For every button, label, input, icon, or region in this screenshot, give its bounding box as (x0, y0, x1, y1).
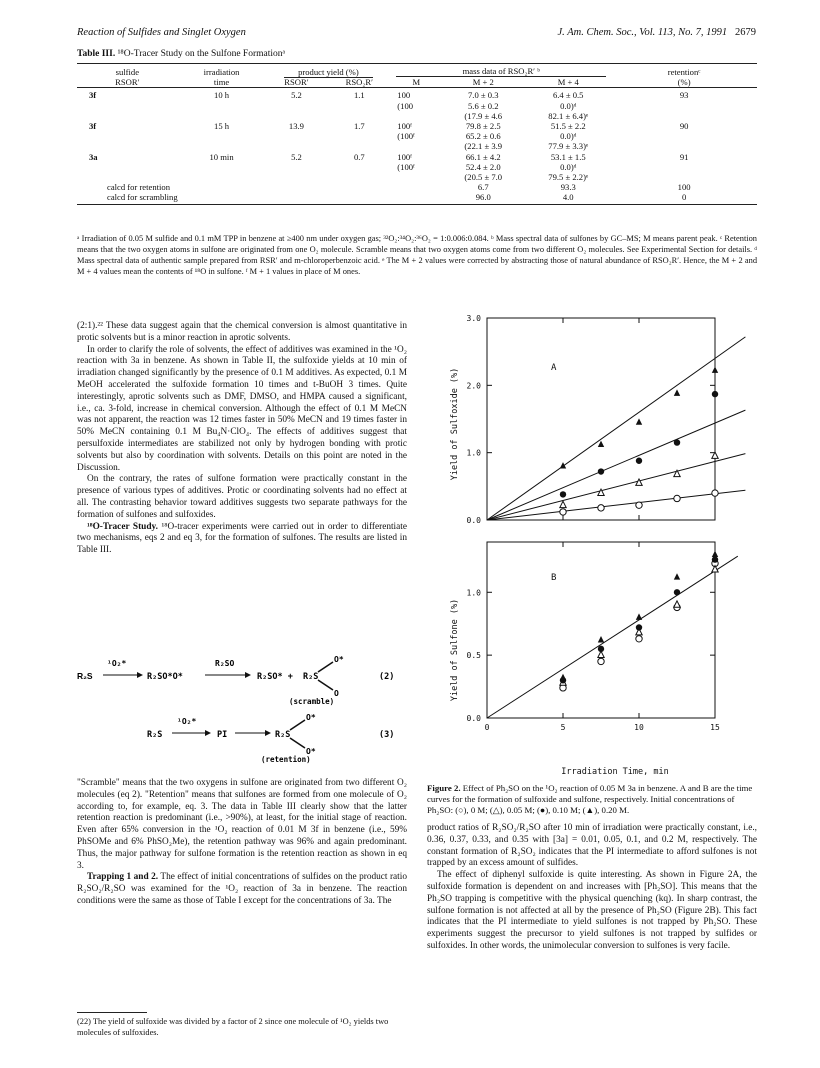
paragraph: product ratios of R₂SO₂/R₂SO after 10 min of irradiation were practically constant, i.e., 0.36, 0.37, 0.33, and 0.35 with [3a] = 0.01, 0.05, 0.1, and 0.2 M, respectively. The constant formation of R₂SO₂ indicates that the PI intermediate to afford sulfones is not trapped by an excess amount of sulfides. (427, 823, 757, 869)
eq2-product-2: R₂S (303, 672, 319, 682)
eq2-mode-label: (scramble) (289, 697, 335, 706)
table-cell: 3a (89, 151, 98, 162)
running-header-right (557, 27, 756, 38)
eq2-arrowhead-1 (137, 672, 143, 678)
table-cell (266, 172, 328, 182)
table-row (77, 121, 757, 131)
table-cell: 5.2 (291, 90, 302, 101)
equation-3 (77, 708, 407, 764)
fit-line (487, 490, 745, 520)
paragraph: (2:1).²² These data suggest again that the chemical conversion is almost quantitative in protic solvents but is a minor reaction in aprotic solvents. (77, 321, 407, 343)
table-cell: (100ᶠ (397, 161, 415, 172)
table-cell: 1.7 (353, 121, 365, 132)
table-cell (611, 131, 757, 141)
figure-caption: Figure 2. Effect of Ph₂SO on the ¹O₂ reaction of 0.05 M 3a in benzene. A and B are the time curves for the formation of sulfoxide and sulfone, respectively. Initial concentrations of Ph₂SO: (○), 0 M; (△), 0.05 M; (●), 0.10 M; (▲), 0.20 M. (427, 783, 753, 815)
table-cell (77, 162, 178, 172)
table-row (77, 152, 757, 162)
table-cell: 13.9 (288, 121, 304, 132)
table-cell (391, 141, 441, 151)
table-cell: 15 h (214, 121, 230, 132)
section-heading: Trapping 1 and 2. (87, 872, 159, 883)
table-cell: 10 h (214, 90, 230, 101)
table-row (77, 192, 757, 202)
table-row (77, 172, 757, 182)
table-cell (266, 182, 328, 192)
header-percent: (%) (677, 77, 691, 88)
table-cell: 7.0 ± 0.3 (468, 90, 499, 101)
table-cell (611, 172, 757, 182)
marker-circle-filled (674, 589, 680, 595)
eq3-reactant: R₂S (147, 730, 163, 740)
paragraph: "Scramble" means that the two oxygens in sulfone are originated from two different O₂ molecules (eq 2). "Retention" means that sulfones are formed from one molecule of O₂ according to, for example, eq. 3. The data in Table III clearly show that the latter retention reaction is predominant (i.e., >90%), at least, for the initial stage of reaction. Even after 65% conversion in the ¹O₂ reaction of 0.01 M 3f in benzene (i.e., 59% PhSOMe and 6% PhSO₂Me), the retention pathway was 96% and again predominant. Thus, the major pathway for sulfone formation is the retention reaction as shown in eq 3. (77, 778, 407, 871)
eq3-mode-label: (retention) (261, 755, 311, 764)
table-footnote: ᵃ Irradiation of 0.05 M sulfide and 0.1 mM TPP in benzene at ≥400 nm under oxygen gas; ³²O₂:³⁴O₂:³⁶O₂ = 1:0.006:0.084. ᵇ Mass spectral data of sulfones by GC–MS; M means parent peak. ᶜ Retention means that the two oxygen atoms in sulfone are originated from one O₂ molecule. Scramble means that two oxygen atoms come from two different O₂ molecules. See Experimental Section for details. ᵈ Mass spectral data of authentic sample prepared from RSR′ and m-chloroperbenzoic acid. ᵉ The M + 2 values were corrected by abstracting those of natural abundance of RSO₂R′. Hence, the M + 2 and M + 4 values mean the contents of ¹⁸O in sulfone. ᶠ M + 1 values in place of M ones. (77, 234, 757, 276)
table-cell: (100 (397, 100, 414, 111)
table-cell (178, 192, 266, 202)
table-cell (391, 172, 441, 182)
table-cell (178, 182, 266, 192)
fit-line (487, 556, 738, 718)
marker-circle-filled (712, 391, 718, 397)
y-axis-label-a: Yield of Sulfoxide (%) (450, 367, 460, 481)
marker-circle-open (636, 636, 642, 642)
fit-line (487, 454, 745, 520)
table-cell (611, 141, 757, 151)
panel-b (467, 542, 738, 732)
marker-triangle-filled (598, 636, 604, 642)
table-cell: 93 (679, 90, 689, 101)
table-cell: 10 min (209, 151, 234, 162)
table-cell (327, 182, 391, 192)
marker-triangle-open (712, 566, 718, 572)
eq2-number: (2) (379, 672, 395, 682)
table-cell (327, 192, 391, 202)
table-label: Table III. (77, 49, 116, 59)
table-cell (391, 192, 441, 202)
paragraph: The effect of diphenyl sulfoxide is quite interesting. As shown in Figure 2A, the sulfoxide formation is dependent on and increases with [Ph₂SO]. This means that the Ph₂SO trapping is competitive with the physical quenching (kq). In sharp contrast, the sulfone formation is not affected at all by the presence of Ph₂SO (Figure 2B). This fact indicates that the PI intermediate to yield sulfones is not trapped by Ph₂SO. These experiments suggest the precursor to yield sulfones is not trapped by sulfides or sulfoxides. In other words, the unimolecular conversion to sulfones is very facile. (427, 870, 757, 951)
table-cell: 0.0)ᵈ (560, 100, 577, 111)
table-cell (77, 101, 178, 111)
table-row (77, 101, 757, 111)
marker-circle-filled (636, 624, 642, 630)
fit-line (487, 337, 745, 520)
table-cell: (22.1 ± 3.9 (464, 141, 503, 152)
marker-triangle-filled (712, 551, 718, 557)
table-cell: calcd for scrambling (107, 192, 178, 203)
table-cell (77, 141, 178, 151)
marker-circle-filled (674, 439, 680, 445)
series-triangle-filled (560, 551, 718, 681)
table-cell: 96.0 (475, 192, 491, 203)
table-cell (327, 172, 391, 182)
left-column-bottom (77, 778, 407, 908)
table-cell: calcd for retention (107, 182, 170, 193)
table-cell: 100ᶠ (397, 121, 412, 132)
table-row (77, 90, 757, 100)
table-cell (391, 182, 441, 192)
eq3-oxygen-star-2: O* (306, 747, 316, 756)
x-tick-label: 5 (560, 723, 566, 732)
table-cell: 4.0 (562, 192, 574, 203)
x-tick-label: 15 (710, 723, 720, 732)
table-cell: 100 (677, 182, 691, 193)
eq3-singlet-oxygen: ¹O₂* (177, 717, 197, 726)
eq2-reactant: R₂S (77, 671, 93, 681)
figure-2 (427, 310, 757, 780)
y-tick-label: 0.0 (466, 714, 481, 723)
eq2-singlet-oxygen: ¹O₂* (107, 659, 127, 668)
table-cell (178, 131, 266, 141)
page-number: 2679 (735, 27, 756, 38)
marker-triangle-open (560, 501, 566, 507)
y-tick-label: 0.5 (466, 651, 481, 661)
header-product-yield: product yield (%) (266, 64, 392, 78)
eq2-oxygen-star: O* (334, 655, 344, 664)
table-cell: 90 (679, 121, 689, 132)
table-cell: 82.1 ± 6.4)ᵉ (548, 110, 589, 121)
table-cell: 3f (89, 121, 97, 132)
table-cell (266, 162, 328, 172)
paragraph: Trapping 1 and 2. The effect of initial concentrations of sulfides on the product ratio R₂SO₂/R₂SO was examined for the ¹O₂ reaction of 3a in benzene. The reaction conditions were the same as those of Table I except for the concentrations of 3a. The (77, 872, 407, 906)
panel-label-b: B (551, 573, 557, 583)
eq2-product-1: R₂SO* + (257, 672, 293, 682)
paragraph: On the contrary, the rates of sulfone formation were practically constant in the presence of various types of additives. Protic or coordinating solvents had no effect at all. The contrasting behavior toward additives suggests two separate pathways for the formation of sulfones and sulfoxides. (77, 474, 407, 520)
paragraph: ¹⁸O-Tracer Study. ¹⁸O-tracer experiments were carried out in order to differentiate two mechanisms, eqs 2 and eq 3, for the formation of sulfones. The results are listed in Table III. (77, 521, 407, 556)
table-cell (327, 101, 391, 111)
table-cell: 77.9 ± 3.3)ᵉ (548, 141, 589, 152)
table-row (77, 111, 757, 121)
footnote-rule (77, 1012, 147, 1013)
marker-triangle-filled (712, 367, 718, 373)
table-cell: 51.5 ± 2.2 (550, 121, 586, 132)
marker-circle-open (598, 658, 604, 664)
marker-circle-filled (712, 556, 718, 562)
header-irradiation: irradiation (203, 66, 240, 77)
fit-lines (487, 337, 745, 520)
equation-2 (77, 650, 407, 706)
header-m4: M + 4 (557, 77, 579, 88)
y-tick-label: 0.0 (466, 516, 481, 525)
panel-label-a: A (551, 363, 557, 373)
marker-triangle-filled (636, 418, 642, 424)
table-cell (266, 131, 328, 141)
marker-circle-open (598, 505, 604, 511)
table-cell: 3f (89, 90, 97, 101)
fit-lines (487, 556, 738, 718)
eq2-sulfoxide-label: R₂SO (215, 659, 235, 668)
header-sulfide: sulfide (115, 66, 140, 77)
eq3-product: R₂S (275, 730, 291, 740)
table-cell (611, 162, 757, 172)
x-tick-label: 0 (484, 723, 490, 732)
table-cell: 0.0)ᵈ (560, 131, 577, 142)
eq2-oxygen: O (334, 689, 339, 698)
table-cell (178, 111, 266, 121)
table-row (77, 131, 757, 141)
data-table (77, 63, 757, 205)
paragraph: In order to clarify the role of solvents, the effect of additives was examined in the ¹O₂ reaction with 3a in benzene. As shown in Table II, the sulfoxide yields at 10 min of irradiation changed significantly by the presence of 0.1 M additives. As expected, 0.1 M MeOH accelerated the sulfoxide formation 10 times and t-BuOH 3 times. Quite interestingly, aprotic solvents such as DMF, DMSO, and HMPA caused a significant, i.e., ca. 3-fold, increase in chemical conversion. Although the effect of 0.1 M MeCN was not apparent, the reaction was 12 times faster in 50% MeCN and 19 times faster in 50% MeCN containing 0.1 M Bu₄N·ClO₄. The effects of additives suggest that persulfoxide intermediates are stabilized not only by hydrogen bonding with protic solvents but also by coordination with solvents. Details on this point are noted in the Discussion. (77, 344, 407, 473)
table-cell (391, 111, 441, 121)
table-cell (178, 101, 266, 111)
fit-line (487, 410, 745, 520)
table-cell: 5.6 ± 0.2 (468, 100, 499, 111)
eq3-arrowhead-1 (205, 730, 211, 736)
running-header-left: Reaction of Sulfides and Singlet Oxygen (77, 27, 246, 38)
table-cell: (100ᶠ (397, 131, 415, 142)
marker-triangle-open (598, 651, 604, 657)
marker-triangle-open (674, 601, 680, 607)
marker-triangle-filled (674, 573, 680, 579)
table-cell (266, 111, 328, 121)
table-cell: 5.2 (291, 151, 302, 162)
table-cell: 1.1 (353, 90, 365, 101)
table-cell (178, 172, 266, 182)
y-tick-label: 3.0 (466, 314, 481, 323)
table-row (77, 162, 757, 172)
plot-frame (487, 542, 715, 718)
marker-triangle-filled (674, 389, 680, 395)
marker-triangle-filled (560, 462, 566, 468)
y-tick-label: 1.0 (466, 448, 481, 458)
header-retention: retentionᶜ (667, 66, 701, 77)
y-tick-label: 2.0 (466, 381, 481, 391)
x-axis-label: Irradiation Time, min (561, 767, 669, 777)
table-cell: 91 (679, 151, 689, 162)
table-row (77, 141, 757, 151)
table-cell (77, 111, 178, 121)
marker-circle-open (560, 509, 566, 515)
header-rsor: RSOR′ (115, 77, 140, 88)
table-cell: (17.9 ± 4.6 (464, 110, 503, 121)
eq3-oxygen-star-1: O* (306, 713, 316, 722)
series-circle-open (560, 490, 718, 515)
x-tick-label: 10 (634, 723, 644, 732)
table-cell (77, 172, 178, 182)
table-cell: 65.2 ± 0.6 (465, 131, 501, 142)
marker-circle-filled (560, 491, 566, 497)
table-cell (327, 111, 391, 121)
marker-circle-open (712, 490, 718, 496)
table-cell (77, 131, 178, 141)
table-cell: 66.1 ± 4.2 (465, 151, 501, 162)
marker-triangle-filled (636, 613, 642, 619)
header-time: time (213, 77, 230, 88)
eq2-intermediate: R₂SO*O* (147, 672, 183, 682)
caption-label: Figure 2. (427, 783, 461, 793)
eq3-arrowhead-2 (265, 730, 271, 736)
header-m2: M + 2 (472, 77, 494, 88)
table-cell: 0.7 (353, 151, 365, 162)
eq3-intermediate: PI (217, 730, 228, 740)
table-cell (611, 111, 757, 121)
marker-triangle-filled (560, 674, 566, 680)
table-cell: 79.8 ± 2.5 (465, 121, 501, 132)
marker-circle-filled (636, 458, 642, 464)
table-cell (611, 101, 757, 111)
header-m: M (412, 77, 421, 88)
table-title (77, 49, 285, 59)
table-cell (327, 141, 391, 151)
table-cell (327, 162, 391, 172)
marker-triangle-open (674, 470, 680, 476)
table-row (77, 182, 757, 192)
table-cell (327, 131, 391, 141)
table-cell: 0.0)ᵈ (560, 161, 577, 172)
eq2-arrowhead-2 (245, 672, 251, 678)
table-cell (178, 141, 266, 151)
table-cell: 79.5 ± 2.2)ᵉ (548, 172, 589, 183)
left-column-top (77, 321, 407, 557)
table-cell (266, 141, 328, 151)
footnote: (22) The yield of sulfoxide was divided by a factor of 2 since one molecule of ¹O₂ yields two molecules of sulfoxides. (77, 1017, 389, 1037)
marker-triangle-filled (598, 441, 604, 447)
table-cell: 6.7 (477, 182, 489, 193)
y-axis-label-b: Yield of Sulfone (%) (450, 598, 460, 702)
marker-circle-open (636, 502, 642, 508)
header-mass-data: mass data of RSO₂R′ ᵇ (391, 64, 611, 78)
table-cell: 0 (681, 192, 687, 203)
eq3-number: (3) (379, 730, 395, 740)
marker-circle-filled (598, 646, 604, 652)
table-cell: 100ᶠ (397, 151, 412, 162)
table-cell: 53.1 ± 1.5 (550, 151, 586, 162)
table-caption: ¹⁸O-Tracer Study on the Sulfone Formationᵃ (117, 49, 286, 59)
table-cell: 6.4 ± 0.5 (552, 90, 584, 101)
section-heading: ¹⁸O-Tracer Study. (87, 521, 158, 532)
table-cell: 52.4 ± 2.0 (465, 161, 501, 172)
table-cell: 100 (397, 90, 411, 101)
header-yield-rso2r: RSO₂R′ (345, 77, 373, 88)
header-yield-rsor: RSOR′ (284, 77, 309, 88)
journal-citation: J. Am. Chem. Soc., Vol. 113, No. 7, 1991 (557, 27, 728, 38)
right-column-text (427, 823, 757, 953)
table-cell (266, 192, 328, 202)
table-cell (266, 101, 328, 111)
table-cell: (20.5 ± 7.0 (464, 172, 503, 183)
marker-circle-open (674, 495, 680, 501)
marker-circle-filled (598, 468, 604, 474)
panel-a (467, 314, 746, 525)
y-tick-label: 1.0 (466, 588, 481, 598)
table-cell (178, 162, 266, 172)
table-cell: 93.3 (560, 182, 576, 193)
series-triangle-filled (560, 367, 718, 469)
